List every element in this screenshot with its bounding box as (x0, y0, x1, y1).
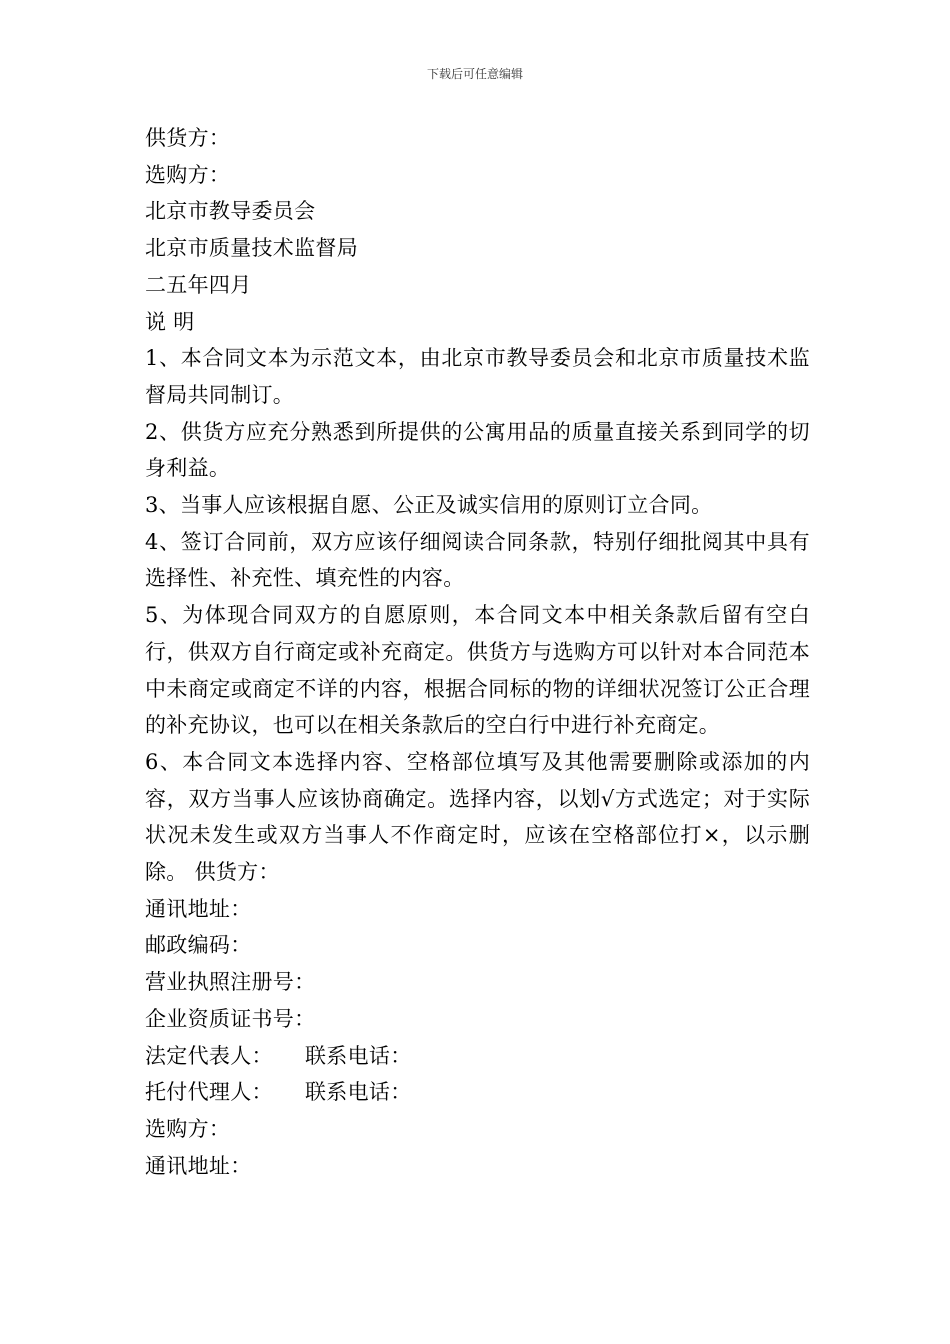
cover-issuer-quality: 北京市质量技术监督局 (145, 236, 358, 261)
agent-phone-label: 联系电话： (305, 1080, 412, 1105)
supplier-qualification-label: 企业资质证书号： (145, 1006, 316, 1031)
legal-rep-label: 法定代表人： (145, 1043, 273, 1068)
cover-issuer-education: 北京市教导委员会 (145, 199, 316, 224)
instruction-item-1: 1、本合同文本为示范文本，由北京市教导委员会和北京市质量技术监督局共同制订。 (145, 346, 810, 407)
agent-row (145, 1074, 810, 1111)
legal-rep-row (145, 1038, 810, 1075)
agent-label: 托付代理人： (145, 1080, 273, 1105)
cover-buyer-label: 选购方： (145, 162, 231, 187)
instruction-item-2: 2、供货方应充分熟悉到所提供的公寓用品的质量直接关系到同学的切身利益。 (145, 419, 810, 481)
cover-supplier-label: 供货方： (145, 126, 231, 150)
supplier-license-label: 营业执照注册号： (145, 970, 316, 995)
instruction-item-5: 5、为体现合同双方的自愿原则，本合同文本中相关条款后留有空白行，供双方自行商定或补充商定。供货方与选购方可以针对本合同范本中未商定或商定不详的内容，根据合同标的物的详细状况签订公正合理的补充协议，也可以在相关条款后的空白行中进行补充商定。 (145, 603, 810, 738)
instruction-item-4: 4、签订合同前，双方应该仔细阅读合同条款，特别仔细批阅其中具有选择性、补充性、填充性的内容。 (145, 529, 810, 591)
buyer-address-label: 通讯地址： (145, 1153, 252, 1178)
buyer-label: 选购方： (145, 1116, 231, 1141)
page-header-note: 下载后可任意编辑 (426, 67, 523, 81)
legal-rep-phone-label: 联系电话： (305, 1043, 412, 1068)
cover-date: 二五年四月 (145, 272, 252, 297)
instruction-item-6: 6、本合同文本选择内容、空格部位填写及其他需要删除或添加的内容，双方当事人应该协商确定。选择内容，以划√方式选定；对于实际状况未发生或双方当事人不作商定时，应该在空格部位打×，以示删除。 供货方： (145, 749, 810, 885)
supplier-postcode-label: 邮政编码： (145, 933, 252, 958)
instruction-item-3: 3、当事人应该根据自愿、公正及诚实信用的原则订立合同。 (145, 493, 713, 518)
supplier-address-label: 通讯地址： (145, 896, 252, 921)
document-body (145, 120, 810, 1184)
instructions-title: 说 明 (145, 309, 195, 334)
